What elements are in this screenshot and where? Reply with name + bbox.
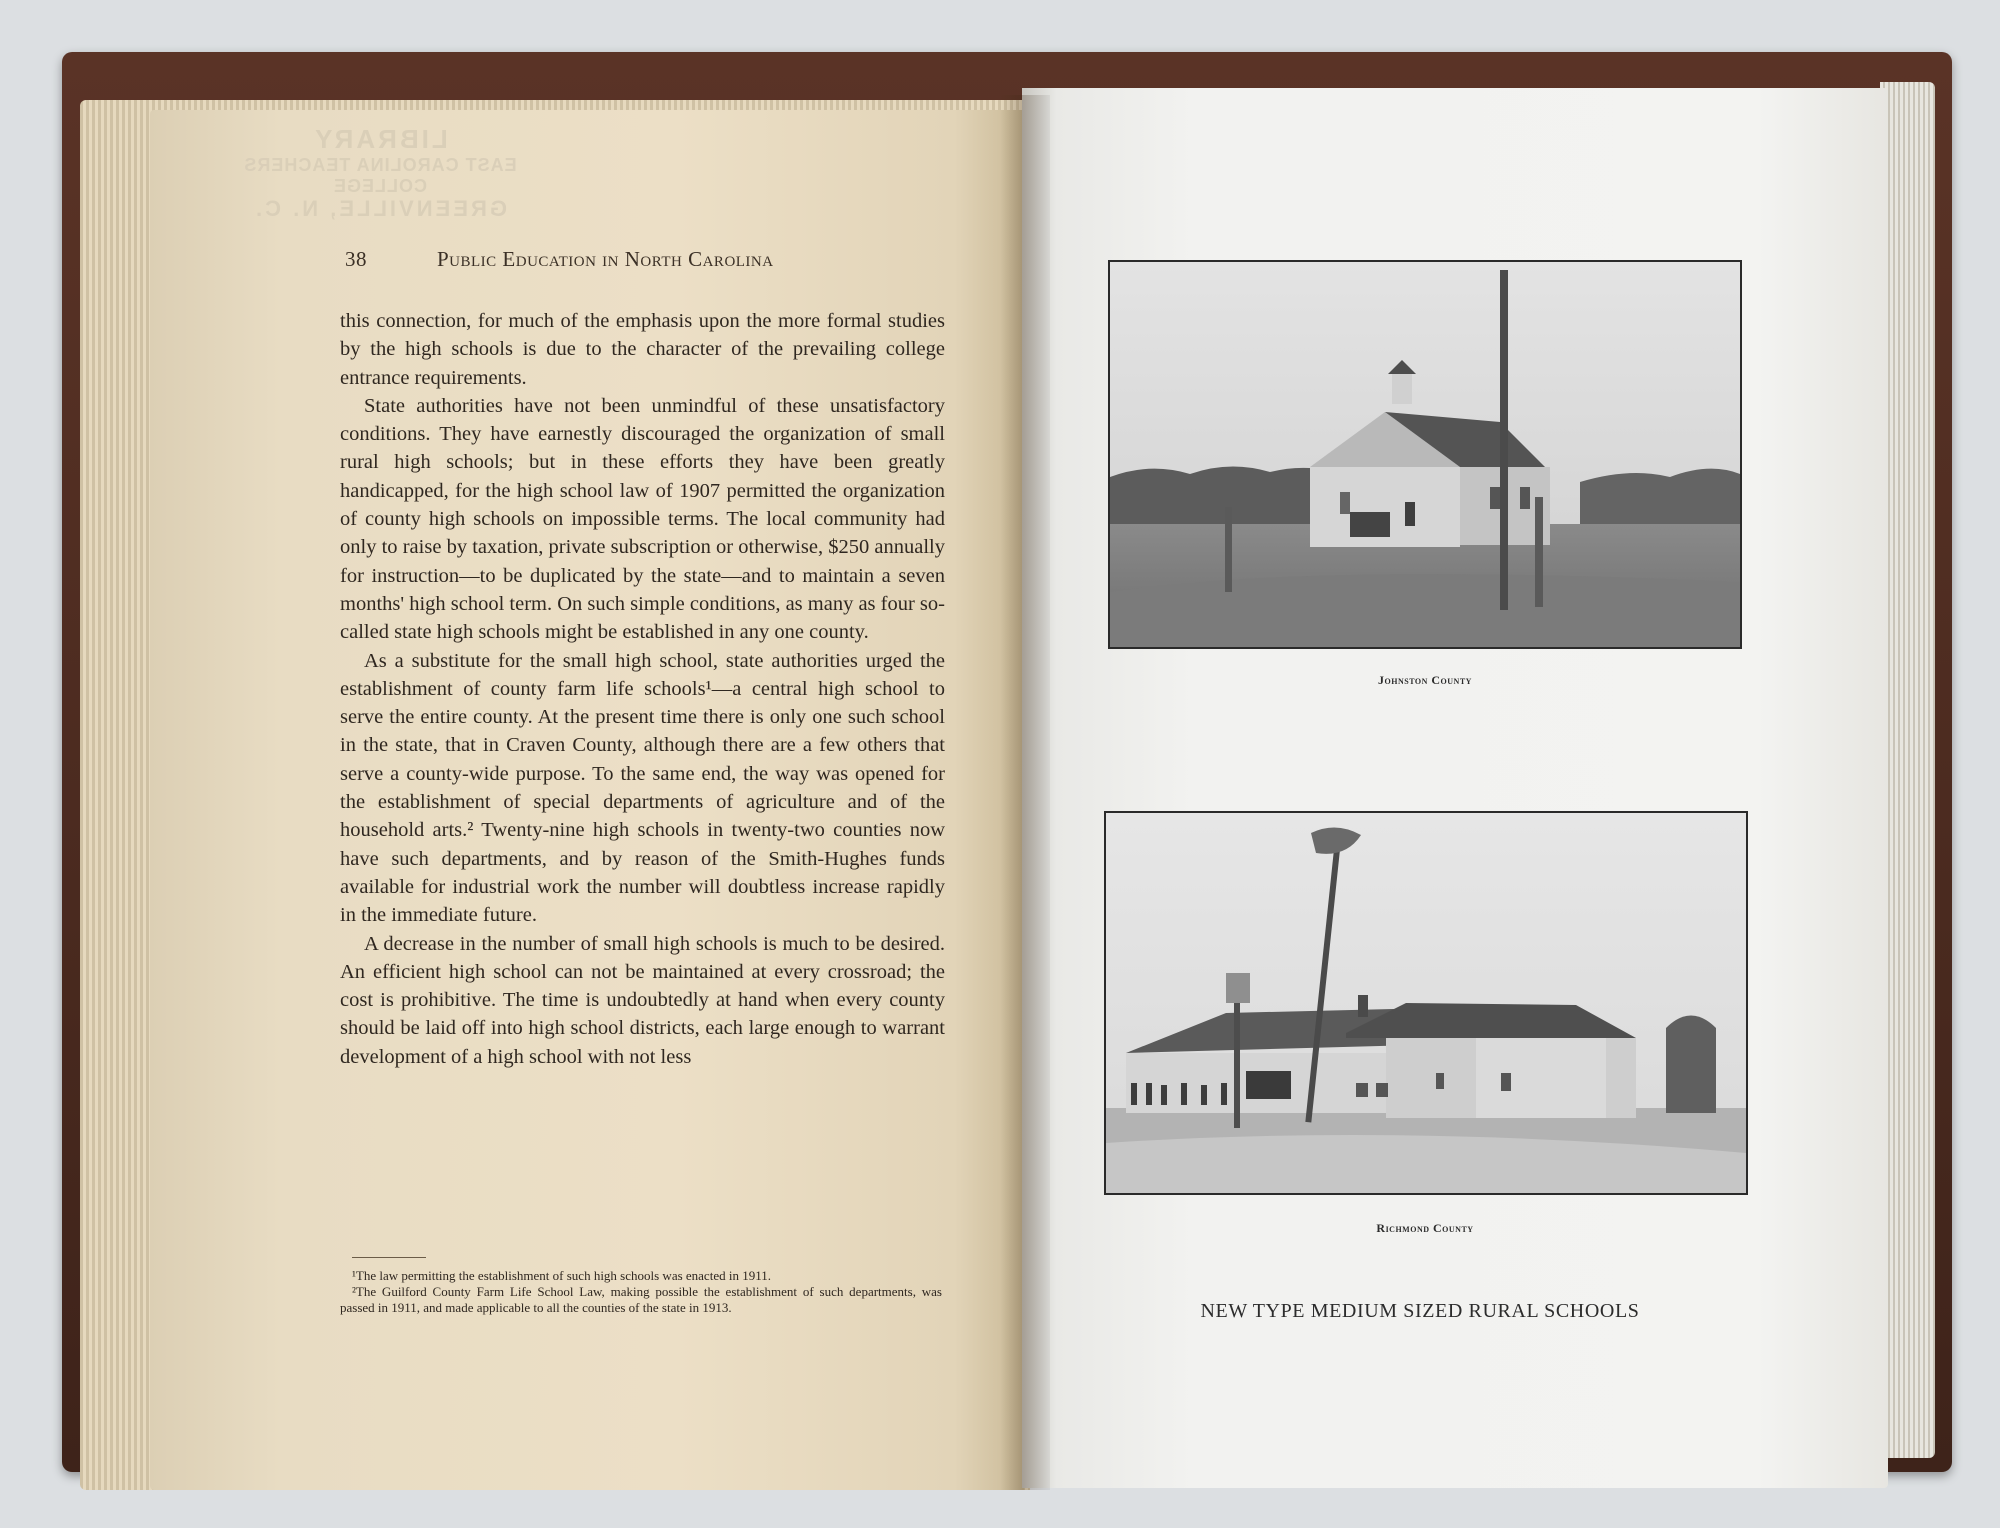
schoolhouse-photo-richmond <box>1104 811 1748 1195</box>
stamp-line-1: LIBRARY <box>312 124 448 154</box>
footnote-rule <box>352 1257 426 1258</box>
stamp-line-2: EAST CAROLINA TEACHERS COLLEGE <box>243 154 517 196</box>
paragraph: State authorities have not been unmindful of these unsatisfactory conditions. They have earnestly discouraged the organization of small rural high schools; but in these efforts they have been greatly handicapped, for the high school law of 1907 permitted the organization of county high schools on impossible terms. The local community had only to raise by taxation, private subscription or otherwise, $250 annually for instruction—to be duplicated by the state—and to maintain a seven months' high school term. On such simple conditions, as many as four so-called state high schools might be established in any one county. <box>340 394 945 644</box>
schoolhouse-photo-johnston <box>1108 260 1742 649</box>
photo-caption: Richmond County <box>1376 1221 1474 1235</box>
stamp-line-3: GREENVILLE, N. C. <box>253 196 507 222</box>
paragraph: A decrease in the number of small high schools is much to be desired. An efficient high school can not be maintained at every crossroad; the cost is prohibitive. The time is undoubtedly at hand when every county should be laid off into high school districts, each large enough to warrant development of a high school with not less <box>340 932 945 1068</box>
plate-title: NEW TYPE MEDIUM SIZED RURAL SCHOOLS <box>1200 1300 1640 1322</box>
paragraph: this connection, for much of the emphasis upon the more formal studies by the high schools is due to the character of the prevailing college entrance requirements. <box>340 310 945 389</box>
footnote: ¹The law permitting the establishment of such high schools was enacted in 1911. <box>352 1268 771 1283</box>
right-page-edges <box>1880 82 1935 1458</box>
footnotes <box>340 1268 942 1317</box>
footnote: ²The Guilford County Farm Life School Law, making possible the establishment of such departments, was passed in 1911, and made applicable to all the counties of the state in 1913. <box>340 1284 942 1316</box>
paragraph: As a substitute for the small high school, state authorities urged the establishment of county farm life schools¹—a central high school to serve the entire county. At the present time there is only one such school in the state, that in Craven County, although there are a few others that serve a county-wide purpose. To the same end, the way was opened for the establishment of special departments of agriculture and of the household arts.² Twenty-nine high schools in twenty-two counties now have such departments, and by reason of the Smith-Hughes funds available for industrial work the number will doubtless increase rapidly in the immediate future. <box>340 649 945 927</box>
photo-caption: Johnston County <box>1378 673 1472 687</box>
page-number: 38 <box>345 247 367 271</box>
library-stamp <box>200 125 560 235</box>
running-title: Public Education in North Carolina <box>437 247 774 271</box>
spine-gutter <box>1000 95 1050 1490</box>
body-text <box>340 307 945 1071</box>
